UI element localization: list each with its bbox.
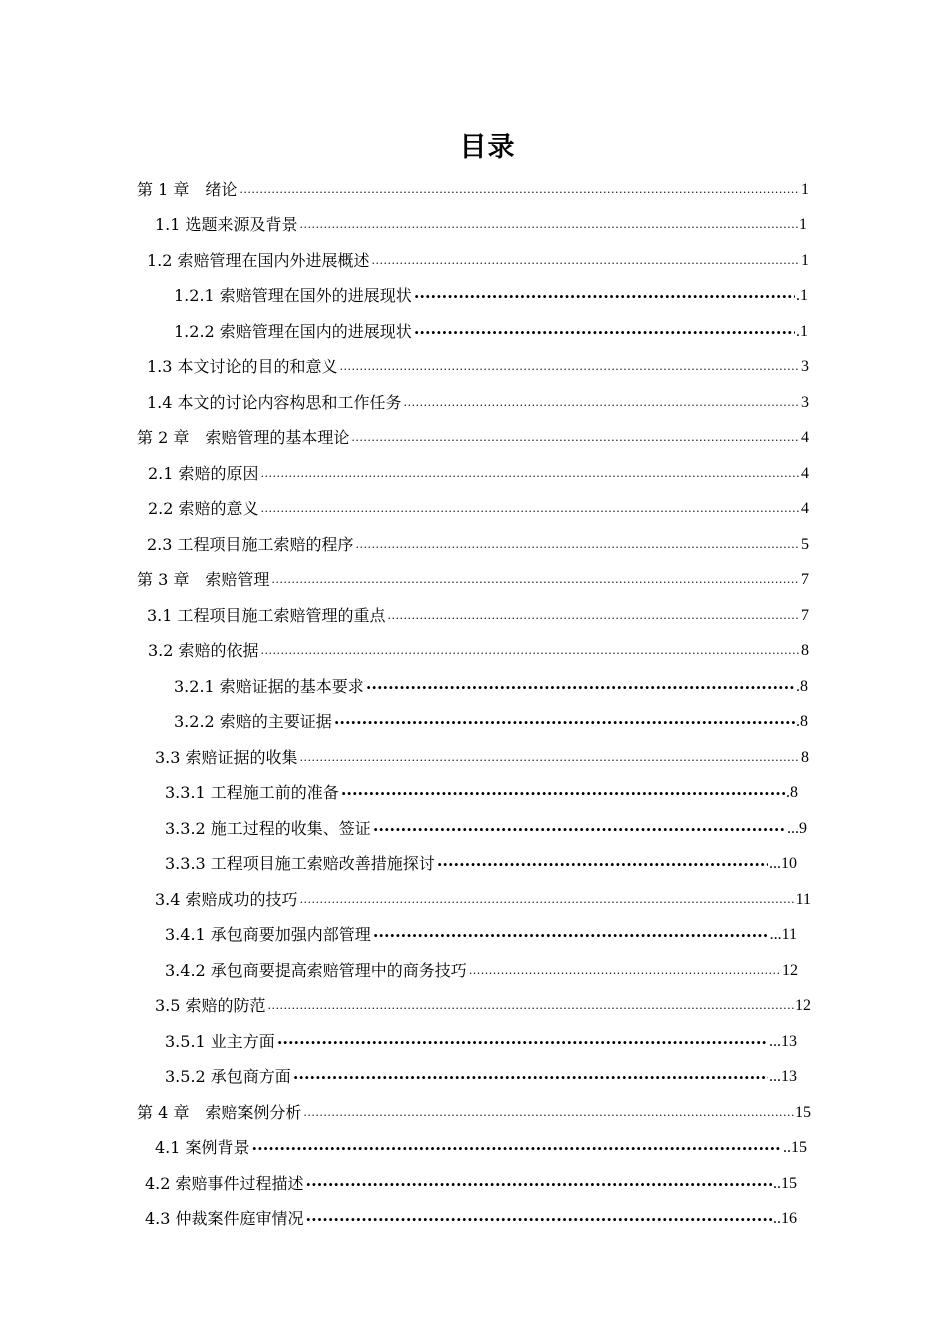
toc-entry[interactable] <box>147 595 809 629</box>
dot-leader <box>300 748 800 768</box>
toc-entry-page: ..16 <box>773 1210 797 1227</box>
toc-entry-page: 15 <box>795 1104 811 1121</box>
toc-entry[interactable] <box>155 1127 807 1161</box>
toc-entry-page: .8 <box>796 713 808 730</box>
toc-entry-page: .8 <box>786 784 798 801</box>
dot-leader <box>372 251 800 271</box>
toc-entry-page: 7 <box>801 607 809 624</box>
toc-entry-label: 3.4.2 承包商要提高索赔管理中的商务技巧 <box>165 961 467 980</box>
toc-entry-page: 1 <box>799 216 807 233</box>
toc-title: 目录 <box>459 132 516 163</box>
toc-entry-page: ..15 <box>783 1139 807 1156</box>
toc-entry-label: 第 4 章 索赔案例分析 <box>137 1103 302 1122</box>
dot-leader <box>334 712 795 732</box>
dot-leader <box>373 925 769 945</box>
dot-leader <box>261 499 800 519</box>
toc-entry[interactable] <box>174 275 808 309</box>
toc-entry[interactable] <box>165 808 807 842</box>
toc-entry[interactable] <box>148 453 809 487</box>
toc-entry-label: 3.4 索赔成功的技巧 <box>155 890 298 909</box>
toc-entry-page: .8 <box>796 678 808 695</box>
toc-entry-label: 4.3 仲裁案件庭审情况 <box>145 1209 304 1228</box>
toc-entry-page: 1 <box>801 181 809 198</box>
toc-entry[interactable] <box>145 1198 797 1232</box>
dot-leader <box>356 535 800 555</box>
dot-leader <box>306 1209 772 1229</box>
toc-entry[interactable] <box>165 1056 797 1090</box>
toc-entry-label: 1.2.1 索赔管理在国外的进展现状 <box>174 286 412 305</box>
toc-entry-label: 3.2 索赔的依据 <box>148 641 259 660</box>
dot-leader <box>366 677 795 697</box>
toc-entry-label: 3.1 工程项目施工索赔管理的重点 <box>147 606 386 625</box>
toc-entry-label: 3.3 索赔证据的收集 <box>155 748 298 767</box>
dot-leader <box>252 1138 782 1158</box>
toc-entry-page: .1 <box>796 287 808 304</box>
toc-entry-page: ...11 <box>769 926 797 943</box>
toc-entry-label: 1.2 索赔管理在国内外进展概述 <box>147 251 370 270</box>
dot-leader <box>388 606 800 626</box>
dot-leader <box>351 428 800 448</box>
dot-leader <box>268 996 794 1016</box>
toc-entry[interactable] <box>147 524 809 558</box>
toc-entry-label: 3.4.1 承包商要加强内部管理 <box>165 925 371 944</box>
dot-leader <box>261 464 800 484</box>
dot-leader <box>306 1174 772 1194</box>
toc-entry-page: ...10 <box>769 855 797 872</box>
toc-entry[interactable] <box>137 169 809 203</box>
toc-entry[interactable] <box>165 914 797 948</box>
dot-leader <box>469 961 781 981</box>
dot-leader <box>300 890 795 910</box>
toc-entry[interactable] <box>147 382 809 416</box>
toc-entry-page: 4 <box>801 429 809 446</box>
toc-entry-page: 7 <box>801 571 809 588</box>
toc-entry[interactable] <box>145 1163 797 1197</box>
toc-entry-label: 1.3 本文讨论的目的和意义 <box>147 357 338 376</box>
toc-entry-label: 3.2.2 索赔的主要证据 <box>174 712 332 731</box>
toc-entry-page: 8 <box>801 642 809 659</box>
toc-entry-label: 3.5.2 承包商方面 <box>165 1067 291 1086</box>
toc-entry-page: ...13 <box>769 1033 797 1050</box>
dot-leader <box>300 215 798 235</box>
toc-entry[interactable] <box>137 559 809 593</box>
toc-entry-label: 第 2 章 索赔管理的基本理论 <box>137 428 350 447</box>
toc-entry-page: ...13 <box>769 1068 797 1085</box>
toc-entry-page: .1 <box>796 323 808 340</box>
dot-leader <box>414 322 795 342</box>
toc-entry[interactable] <box>174 311 808 345</box>
toc-entry-label: 3.5 索赔的防范 <box>155 996 266 1015</box>
toc-entry-label: 2.2 索赔的意义 <box>148 499 259 518</box>
toc-entry-label: 第 3 章 索赔管理 <box>137 570 270 589</box>
toc-entry[interactable] <box>155 204 807 238</box>
toc-entry[interactable] <box>147 240 809 274</box>
toc-entry-label: 4.2 索赔事件过程描述 <box>145 1174 304 1193</box>
dot-leader <box>373 819 786 839</box>
toc-entry[interactable] <box>155 737 809 771</box>
toc-entry-label: 4.1 案例背景 <box>155 1138 250 1157</box>
toc-entry[interactable] <box>137 1092 811 1126</box>
toc-entry-label: 2.1 索赔的原因 <box>148 464 259 483</box>
toc-entry[interactable] <box>148 488 809 522</box>
dot-leader <box>303 1103 794 1123</box>
toc-entry-label: 3.2.1 索赔证据的基本要求 <box>174 677 364 696</box>
dot-leader <box>239 180 800 200</box>
toc-entry-page: 12 <box>782 962 798 979</box>
dot-leader <box>340 357 800 377</box>
toc-entry-label: 2.3 工程项目施工索赔的程序 <box>147 535 354 554</box>
toc-entry-page: 8 <box>801 749 809 766</box>
toc-entry-page: 11 <box>795 891 811 908</box>
toc-entry[interactable] <box>174 701 808 735</box>
toc-entry[interactable] <box>165 772 798 806</box>
toc-entry-label: 3.3.3 工程项目施工索赔改善措施探讨 <box>165 854 435 873</box>
toc-entry-page: 1 <box>801 252 809 269</box>
toc-entry-label: 3.3.2 施工过程的收集、签证 <box>165 819 371 838</box>
toc-entry[interactable] <box>174 666 808 700</box>
toc-entry[interactable] <box>165 950 798 984</box>
toc-entry-page: 3 <box>801 358 809 375</box>
toc-entry-page: 3 <box>801 394 809 411</box>
toc-entry-label: 1.1 选题来源及背景 <box>155 215 298 234</box>
toc-entry-label: 1.2.2 索赔管理在国内的进展现状 <box>174 322 412 341</box>
dot-leader <box>404 393 800 413</box>
toc-entry[interactable] <box>148 630 809 664</box>
dot-leader <box>341 783 785 803</box>
toc-entry-label: 3.5.1 业主方面 <box>165 1032 275 1051</box>
toc-entry-label: 第 1 章 绪论 <box>137 180 238 199</box>
toc-entry-label: 1.4 本文的讨论内容构思和工作任务 <box>147 393 402 412</box>
toc-entry-label: 3.3.1 工程施工前的准备 <box>165 783 339 802</box>
dot-leader <box>271 570 800 590</box>
toc-entry-page: 4 <box>801 500 809 517</box>
toc-entry[interactable] <box>155 985 811 1019</box>
toc-entry[interactable] <box>137 417 809 451</box>
toc-entry-page: 12 <box>795 997 811 1014</box>
dot-leader <box>437 854 768 874</box>
dot-leader <box>277 1032 768 1052</box>
toc-entry[interactable] <box>165 1021 797 1055</box>
dot-leader <box>261 641 800 661</box>
toc-entry-page: ..15 <box>773 1175 797 1192</box>
toc-entry-page: 4 <box>801 465 809 482</box>
dot-leader <box>414 286 795 306</box>
dot-leader <box>293 1067 768 1087</box>
toc-entry-page: 5 <box>801 536 809 553</box>
toc-entry[interactable] <box>147 346 809 380</box>
toc-entry-page: ...9 <box>787 820 807 837</box>
toc-entry[interactable] <box>155 879 811 913</box>
toc-entry[interactable] <box>165 843 797 877</box>
